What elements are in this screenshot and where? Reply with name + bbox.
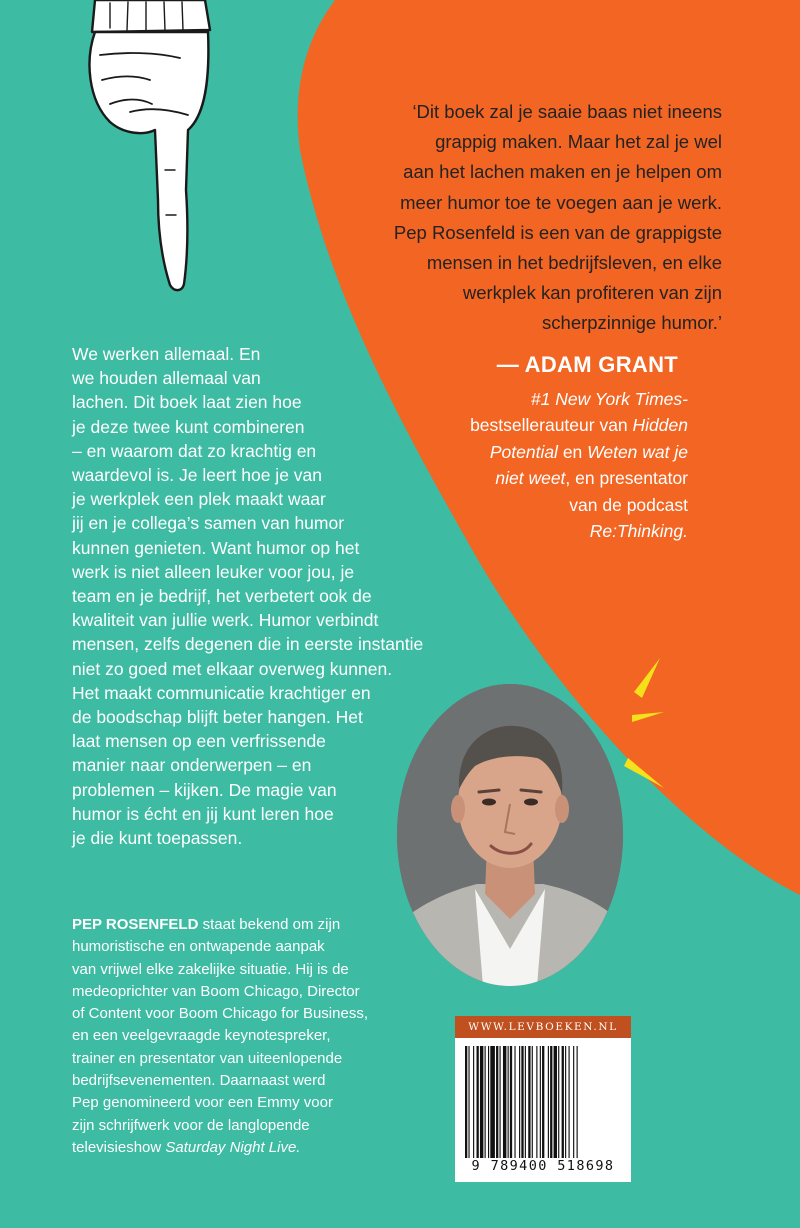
barcode-bar bbox=[532, 1046, 533, 1158]
quote-line: meer humor toe te voegen aan je werk. bbox=[400, 191, 722, 213]
barcode-bar bbox=[577, 1046, 578, 1158]
bio-line: bedrijfsevenementen. Daarnaast werd bbox=[72, 1072, 326, 1090]
bio-line: en een veelgevraagde keynotespreker, bbox=[72, 1027, 331, 1045]
barcode-bar bbox=[503, 1046, 506, 1158]
barcode-bar bbox=[488, 1046, 489, 1158]
spark-mark bbox=[632, 712, 664, 722]
bio-text: staat bekend om zijn bbox=[198, 916, 341, 933]
bio-line: of Content voor Boom Chicago for Business, bbox=[72, 1005, 368, 1023]
desc-text: bestsellerauteur van bbox=[470, 415, 633, 436]
quote-line: ‘Dit boek zal je saaie baas niet ineens bbox=[412, 101, 722, 122]
barcode-bar bbox=[480, 1046, 483, 1158]
bio-text: televisieshow bbox=[72, 1138, 166, 1156]
barcode-panel bbox=[455, 1016, 631, 1182]
blurb-line: de boodschap blijft beter hangen. Het bbox=[72, 707, 363, 728]
blurb-line: Het maakt communicatie krachtiger en bbox=[72, 682, 371, 703]
desc-italic: niet weet bbox=[495, 468, 566, 489]
bio-line: Pep genomineerd voor een Emmy voor bbox=[72, 1094, 333, 1112]
blurb-line: werk is niet alleen leuker voor jou, je bbox=[72, 561, 355, 582]
barcode-bar bbox=[542, 1046, 544, 1158]
desc-italic: #1 New York Times- bbox=[530, 389, 688, 409]
blurb-line: manier naar onderwerpen – en bbox=[72, 755, 312, 776]
quote-line: scherpzinnige humor.’ bbox=[542, 312, 722, 334]
bio-line: zijn schrijfwerk voor de langlopende bbox=[72, 1116, 310, 1134]
barcode-bar bbox=[496, 1046, 498, 1158]
desc-italic: Hidden bbox=[632, 415, 688, 436]
quote-attribution: — ADAM GRANT bbox=[496, 352, 678, 377]
spark-mark bbox=[634, 658, 660, 698]
barcode-bar bbox=[562, 1046, 564, 1158]
author-photo bbox=[397, 684, 623, 986]
quote-line: aan het lachen maken en je helpen om bbox=[403, 161, 722, 183]
isbn-barcode bbox=[465, 1046, 621, 1158]
endorsement-quote bbox=[302, 97, 722, 339]
author-name: PEP ROSENFELD bbox=[72, 916, 199, 933]
barcode-bar bbox=[500, 1046, 501, 1158]
blurb-line: We werken allemaal. En bbox=[72, 344, 261, 364]
barcode-bar bbox=[519, 1046, 520, 1158]
desc-text: , en presentator bbox=[565, 468, 688, 489]
blurb-line: jij en je collega’s samen van humor bbox=[72, 513, 345, 534]
quote-line: mensen in het bedrijfsleven, en elke bbox=[426, 252, 722, 274]
quote-line: grappig maken. Maar het zal je wel bbox=[435, 131, 722, 153]
quote-line: Pep Rosenfeld is een van de grappigste bbox=[393, 221, 722, 243]
bio-line: van vrijwel elke zakelijke situatie. Hij is de bbox=[72, 960, 349, 978]
bio-line: trainer en presentator van uiteenlopende bbox=[72, 1049, 343, 1067]
blurb-line: kwaliteit van jullie werk. Humor verbindt bbox=[72, 610, 379, 631]
barcode-bar bbox=[485, 1046, 486, 1158]
blurb-line: we houden allemaal van bbox=[72, 368, 261, 389]
barcode-bar bbox=[554, 1046, 557, 1158]
publisher-url[interactable]: WWW.LEVBOEKEN.NL bbox=[455, 1016, 631, 1038]
show-title: Saturday Night Live. bbox=[165, 1138, 301, 1156]
blurb-line: team en je bedrijf, het verbetert ook de bbox=[72, 586, 372, 607]
blurb-line: – en waarom dat zo krachtig en bbox=[72, 440, 317, 461]
barcode-bar bbox=[525, 1046, 526, 1158]
blurb-line: mensen, zelfs degenen die in eerste instantie bbox=[72, 634, 424, 655]
desc-text: van de podcast bbox=[569, 494, 688, 515]
blurb-line: laat mensen op een verfrissende bbox=[72, 731, 326, 752]
blurb-line: je die kunt toepassen. bbox=[72, 828, 243, 849]
barcode-bar bbox=[565, 1046, 566, 1158]
bio-line: humoristische en ontwapende aanpak bbox=[72, 938, 325, 956]
blurb-line: je deze twee kunt combineren bbox=[72, 416, 305, 437]
blurb-line: humor is écht en jij kunt leren hoe bbox=[72, 803, 334, 824]
barcode-bar bbox=[468, 1046, 469, 1158]
barcode-bar bbox=[465, 1046, 467, 1158]
barcode-bar bbox=[477, 1046, 479, 1158]
author-portrait-illustration bbox=[397, 684, 623, 986]
desc-text: en bbox=[557, 441, 588, 462]
barcode-bar bbox=[514, 1046, 515, 1158]
isbn-digits: 9 789400 518698 bbox=[471, 1158, 615, 1174]
blurb-line: problemen – kijken. De magie van bbox=[72, 779, 337, 800]
barcode-bar bbox=[521, 1046, 523, 1158]
desc-italic: Re:Thinking. bbox=[589, 521, 688, 542]
barcode-bar bbox=[550, 1046, 552, 1158]
barcode-bar bbox=[540, 1046, 541, 1158]
pointing-hand-illustration bbox=[70, 0, 220, 295]
quote-line: werkplek kan profiteren van zijn bbox=[462, 282, 722, 304]
barcode-bar bbox=[573, 1046, 574, 1158]
desc-italic: Weten wat je bbox=[587, 441, 688, 462]
barcode-bar bbox=[548, 1046, 549, 1158]
blurb-line: kunnen genieten. Want humor op het bbox=[72, 537, 360, 558]
bio-line: medeoprichter van Boom Chicago, Director bbox=[72, 982, 360, 1000]
spark-mark bbox=[624, 758, 664, 788]
barcode-bar bbox=[569, 1046, 570, 1158]
barcode-bar bbox=[558, 1046, 559, 1158]
blurb-line: lachen. Dit boek laat zien hoe bbox=[72, 392, 302, 413]
barcode-bar bbox=[473, 1046, 474, 1158]
barcode-bar bbox=[508, 1046, 509, 1158]
desc-italic: Potential bbox=[489, 441, 558, 462]
barcode-bar bbox=[536, 1046, 537, 1158]
barcode-bar bbox=[490, 1046, 495, 1158]
barcode-bar bbox=[510, 1046, 512, 1158]
yellow-spark-lines bbox=[620, 650, 680, 790]
barcode-bar bbox=[528, 1046, 530, 1158]
blurb-line: je werkplek een plek maakt waar bbox=[72, 489, 326, 510]
blurb-line: waardevol is. Je leert hoe je van bbox=[72, 465, 322, 486]
blurb-line: niet zo goed met elkaar overweg kunnen. bbox=[72, 658, 393, 679]
author-bio bbox=[72, 914, 407, 1159]
